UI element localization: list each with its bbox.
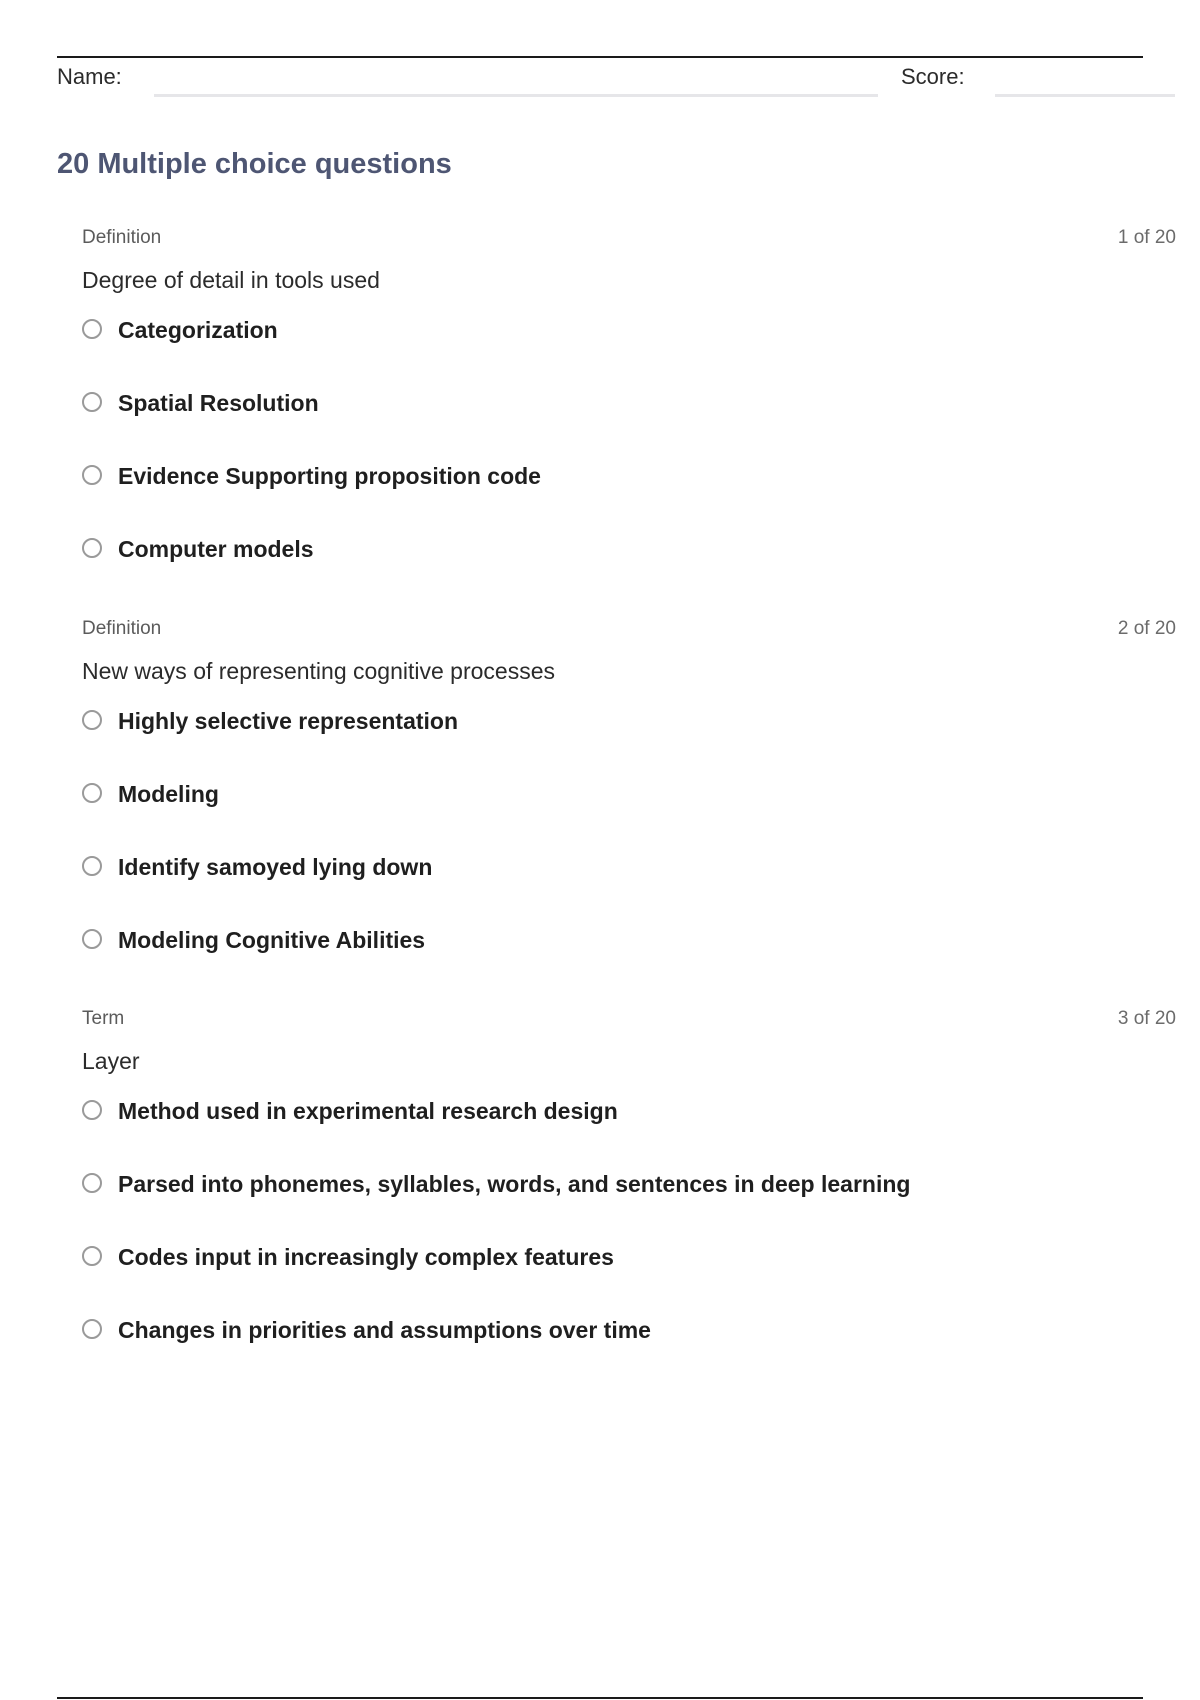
question-counter: 1 of 20 <box>1117 227 1176 248</box>
name-label: Name: <box>57 64 122 89</box>
radio-button-icon[interactable] <box>82 319 102 339</box>
question-card <box>82 1008 1176 1390</box>
top-rule <box>57 56 1143 58</box>
answer-option-label: Categorization <box>118 317 278 343</box>
question-prompt: New ways of representing cognitive processes <box>82 658 556 684</box>
radio-button-icon[interactable] <box>82 929 102 949</box>
question-type: Definition <box>82 618 162 639</box>
question-card <box>82 227 1176 609</box>
score-field[interactable] <box>995 94 1175 97</box>
question-type: Term <box>82 1008 125 1029</box>
question-card <box>82 618 1176 1000</box>
answer-option[interactable] <box>82 1171 1176 1244</box>
question-prompt: Layer <box>82 1048 140 1074</box>
question-counter: 3 of 20 <box>1117 1008 1176 1029</box>
radio-button-icon[interactable] <box>82 1319 102 1339</box>
radio-button-icon[interactable] <box>82 856 102 876</box>
answer-option-label: Highly selective representation <box>118 708 459 734</box>
answer-option[interactable] <box>82 1317 1176 1390</box>
answer-option[interactable] <box>82 463 1176 536</box>
score-label: Score: <box>901 64 965 89</box>
answer-option-label: Modeling <box>118 781 219 807</box>
radio-button-icon[interactable] <box>82 1246 102 1266</box>
answer-option[interactable] <box>82 781 1176 854</box>
question-counter: 2 of 20 <box>1117 618 1176 639</box>
answer-option[interactable] <box>82 536 1176 609</box>
radio-button-icon[interactable] <box>82 538 102 558</box>
name-field[interactable] <box>154 94 878 97</box>
answer-option-label: Identify samoyed lying down <box>118 854 433 880</box>
answer-option-label: Evidence Supporting proposition code <box>118 463 541 489</box>
section-title: 20 Multiple choice questions <box>57 148 452 180</box>
answer-option-label: Codes input in increasingly complex features <box>118 1244 614 1270</box>
answer-option-label: Modeling Cognitive Abilities <box>118 927 426 953</box>
answer-options <box>82 1098 1176 1390</box>
radio-button-icon[interactable] <box>82 392 102 412</box>
answer-option-label: Method used in experimental research design <box>118 1098 618 1124</box>
answer-option[interactable] <box>82 1098 1176 1171</box>
answer-option-label: Spatial Resolution <box>118 390 319 416</box>
radio-button-icon[interactable] <box>82 710 102 730</box>
answer-option[interactable] <box>82 1244 1176 1317</box>
radio-button-icon[interactable] <box>82 1173 102 1193</box>
answer-options <box>82 317 1176 609</box>
answer-option[interactable] <box>82 927 1176 1000</box>
answer-option[interactable] <box>82 390 1176 463</box>
question-prompt: Degree of detail in tools used <box>82 267 380 293</box>
answer-option-label: Changes in priorities and assumptions over time <box>118 1317 651 1343</box>
bottom-rule <box>57 1697 1143 1699</box>
radio-button-icon[interactable] <box>82 1100 102 1120</box>
answer-options <box>82 708 1176 1000</box>
question-type: Definition <box>82 227 162 248</box>
radio-button-icon[interactable] <box>82 783 102 803</box>
radio-button-icon[interactable] <box>82 465 102 485</box>
answer-option[interactable] <box>82 854 1176 927</box>
answer-option[interactable] <box>82 708 1176 781</box>
answer-option-label: Computer models <box>118 536 314 562</box>
answer-option[interactable] <box>82 317 1176 390</box>
answer-option-label: Parsed into phonemes, syllables, words, and sentences in deep learning <box>118 1171 911 1197</box>
worksheet-header <box>57 62 1176 98</box>
